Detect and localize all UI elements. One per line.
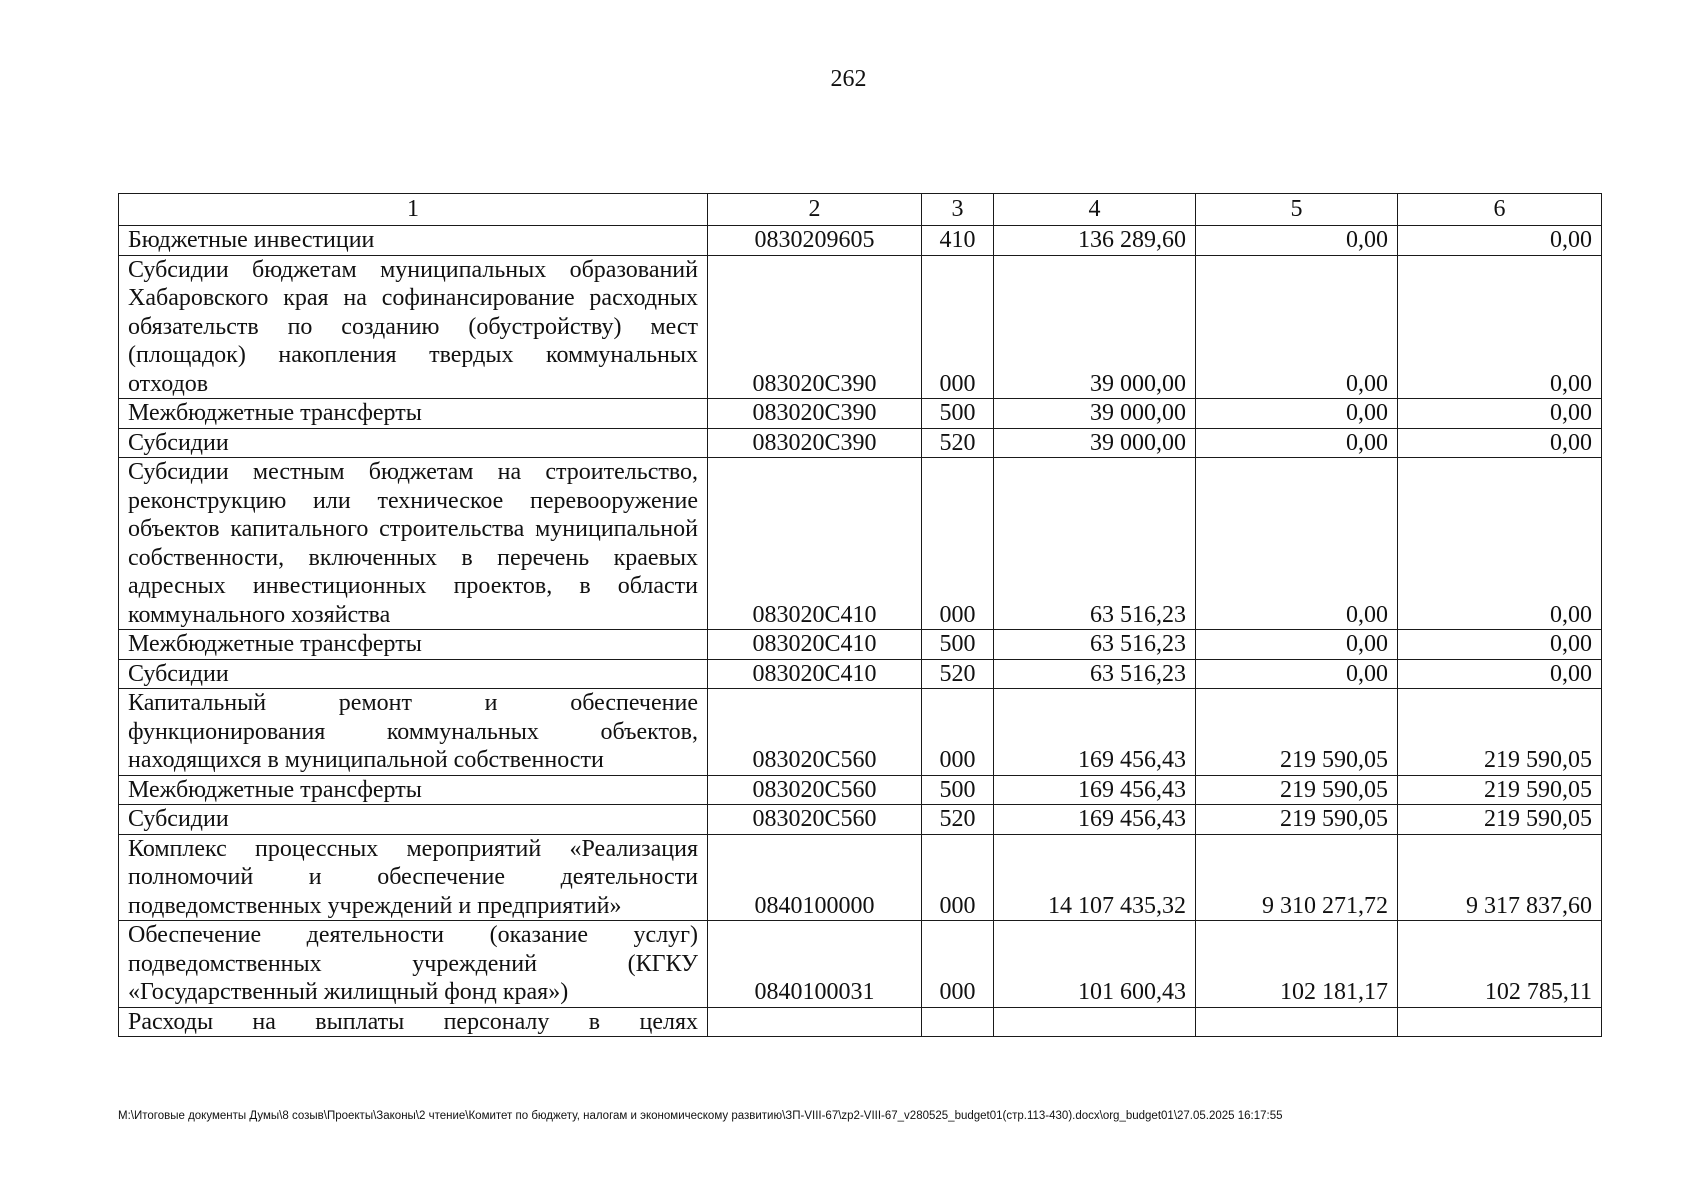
row-value-2: 0,00 [1196, 659, 1398, 689]
row-value-3: 219 590,05 [1398, 775, 1602, 805]
row-name: Капитальный ремонт и обеспечение функционирования коммунальных объектов, находящихся в муниципальной собственности [119, 689, 708, 776]
row-value-1: 101 600,43 [994, 921, 1196, 1008]
table-row [119, 834, 1602, 921]
row-value-3: 0,00 [1398, 630, 1602, 660]
row-value-2: 102 181,17 [1196, 921, 1398, 1008]
row-code [708, 1007, 922, 1037]
table-row [119, 630, 1602, 660]
row-code: 083020С410 [708, 630, 922, 660]
row-value-3: 0,00 [1398, 428, 1602, 458]
row-vr: 520 [922, 659, 994, 689]
table-row [119, 399, 1602, 429]
row-value-1 [994, 1007, 1196, 1037]
page-number: 262 [830, 66, 867, 92]
table-row [119, 458, 1602, 630]
row-name: Субсидии [119, 428, 708, 458]
row-name: Субсидии бюджетам муниципальных образований Хабаровского края на софинансирование расходных обязательств по созданию (обустройству) мест (площадок) накопления твердых коммунальных отходов [119, 255, 708, 399]
header-cell: 3 [922, 194, 994, 226]
header-cell: 5 [1196, 194, 1398, 226]
row-value-3: 0,00 [1398, 659, 1602, 689]
row-code: 083020С390 [708, 428, 922, 458]
header-row [119, 194, 1602, 226]
table-row [119, 805, 1602, 835]
row-value-2 [1196, 1007, 1398, 1037]
row-vr: 000 [922, 834, 994, 921]
row-vr: 500 [922, 399, 994, 429]
table-row [119, 775, 1602, 805]
row-code: 083020С560 [708, 805, 922, 835]
row-value-3: 0,00 [1398, 255, 1602, 399]
row-name: Межбюджетные трансферты [119, 630, 708, 660]
row-vr: 500 [922, 775, 994, 805]
row-name: Субсидии [119, 805, 708, 835]
row-value-1: 169 456,43 [994, 775, 1196, 805]
header-cell: 4 [994, 194, 1196, 226]
row-name: Межбюджетные трансферты [119, 775, 708, 805]
row-value-3: 0,00 [1398, 399, 1602, 429]
row-code: 0840100000 [708, 834, 922, 921]
row-value-2: 0,00 [1196, 399, 1398, 429]
row-value-2: 0,00 [1196, 428, 1398, 458]
row-value-3 [1398, 1007, 1602, 1037]
row-vr: 520 [922, 428, 994, 458]
row-code: 083020С390 [708, 399, 922, 429]
row-name: Межбюджетные трансферты [119, 399, 708, 429]
row-value-2: 9 310 271,72 [1196, 834, 1398, 921]
row-code: 083020С410 [708, 659, 922, 689]
row-value-2: 0,00 [1196, 458, 1398, 630]
row-value-1: 169 456,43 [994, 689, 1196, 776]
row-value-2: 0,00 [1196, 226, 1398, 256]
table-row [119, 255, 1602, 399]
table-row [119, 226, 1602, 256]
row-vr: 500 [922, 630, 994, 660]
row-value-2: 0,00 [1196, 630, 1398, 660]
row-vr: 000 [922, 255, 994, 399]
row-vr [922, 1007, 994, 1037]
row-name: Субсидии местным бюджетам на строительство, реконструкцию или техническое перевооружение объектов капитального строительства муниципальной собственности, включенных в перечень краевых адресных инвестиционных проектов, в области коммунального хозяйства [119, 458, 708, 630]
row-code: 0830209605 [708, 226, 922, 256]
row-value-3: 102 785,11 [1398, 921, 1602, 1008]
row-name: Субсидии [119, 659, 708, 689]
row-value-1: 39 000,00 [994, 399, 1196, 429]
header-cell: 1 [119, 194, 708, 226]
row-code: 083020С390 [708, 255, 922, 399]
row-code: 083020С410 [708, 458, 922, 630]
row-value-1: 63 516,23 [994, 458, 1196, 630]
row-value-1: 39 000,00 [994, 428, 1196, 458]
row-value-3: 219 590,05 [1398, 689, 1602, 776]
header-cell: 6 [1398, 194, 1602, 226]
table-row [119, 659, 1602, 689]
table-row [119, 1007, 1602, 1037]
row-value-2: 219 590,05 [1196, 805, 1398, 835]
row-code: 083020С560 [708, 775, 922, 805]
row-value-3: 0,00 [1398, 458, 1602, 630]
table-row [119, 689, 1602, 776]
budget-table [118, 193, 1602, 1037]
row-value-3: 0,00 [1398, 226, 1602, 256]
row-code: 0840100031 [708, 921, 922, 1008]
row-vr: 000 [922, 689, 994, 776]
row-value-1: 169 456,43 [994, 805, 1196, 835]
table-row [119, 921, 1602, 1008]
row-value-2: 219 590,05 [1196, 689, 1398, 776]
row-name: Расходы на выплаты персоналу в целях [119, 1007, 708, 1037]
row-vr: 410 [922, 226, 994, 256]
row-vr: 000 [922, 921, 994, 1008]
row-name: Комплекс процессных мероприятий «Реализация полномочий и обеспечение деятельности подведомственных учреждений и предприятий» [119, 834, 708, 921]
row-value-2: 0,00 [1196, 255, 1398, 399]
footer-file-path: М:\Итоговые документы Думы\8 созыв\Проекты\Законы\2 чтение\Комитет по бюджету, налогам и экономическому развитию\ЗП-VIII-67\zp2-VIII-67_v280525_budget01(стр.113-430).docx\org_budget01\27.05.2025 16:17:55 [118, 1110, 1283, 1122]
row-value-1: 136 289,60 [994, 226, 1196, 256]
row-value-1: 63 516,23 [994, 659, 1196, 689]
row-value-1: 14 107 435,32 [994, 834, 1196, 921]
row-code: 083020С560 [708, 689, 922, 776]
row-name: Обеспечение деятельности (оказание услуг) подведомственных учреждений (КГКУ «Государственный жилищный фонд края») [119, 921, 708, 1008]
row-vr: 000 [922, 458, 994, 630]
header-cell: 2 [708, 194, 922, 226]
row-value-1: 63 516,23 [994, 630, 1196, 660]
row-value-3: 219 590,05 [1398, 805, 1602, 835]
row-name: Бюджетные инвестиции [119, 226, 708, 256]
row-value-1: 39 000,00 [994, 255, 1196, 399]
row-value-3: 9 317 837,60 [1398, 834, 1602, 921]
row-value-2: 219 590,05 [1196, 775, 1398, 805]
table-row [119, 428, 1602, 458]
row-vr: 520 [922, 805, 994, 835]
